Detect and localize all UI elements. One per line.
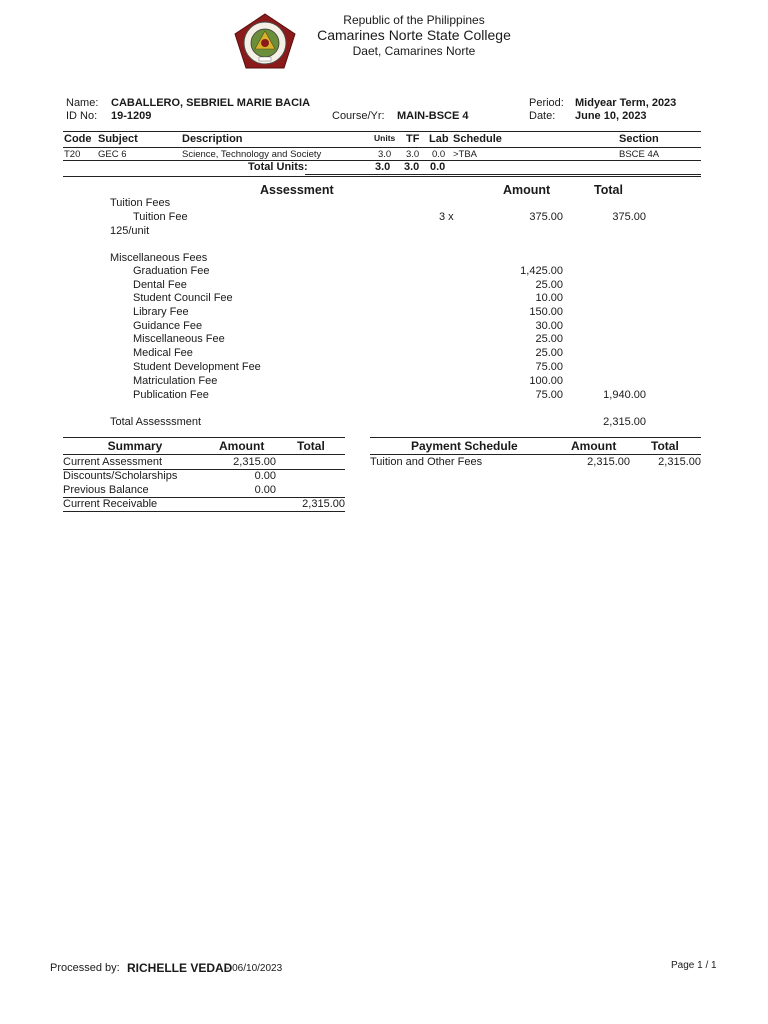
fee-label: Matriculation Fee (133, 375, 218, 387)
row-units: 3.0 (378, 149, 392, 160)
payment-title: Payment Schedule (411, 439, 518, 453)
header-college-name: Camarines Norte State College (317, 27, 511, 43)
row-description: Science, Technology and Society (182, 149, 322, 160)
total-tf-value: 3.0 (404, 161, 420, 173)
tuition-total: 375.00 (612, 211, 646, 223)
processed-date: - 06/10/2023 (226, 963, 283, 974)
fee-label: Dental Fee (133, 279, 187, 291)
assessment-amount-header: Amount (503, 183, 551, 197)
col-subject: Subject (98, 133, 138, 145)
fee-label: Miscellaneous Fee (133, 333, 225, 345)
fee-amount: 25.00 (535, 279, 563, 291)
page-number: Page 1 / 1 (671, 960, 717, 971)
summary-amount-header: Amount (219, 439, 265, 453)
misc-total: 1,940.00 (603, 389, 646, 401)
college-seal-logo (233, 12, 297, 70)
course-year: MAIN-BSCE 4 (397, 110, 469, 122)
fee-amount: 75.00 (535, 389, 563, 401)
row-schedule: >TBA (453, 149, 478, 160)
id-label: ID No: (66, 110, 98, 122)
header-republic: Republic of the Philippines (343, 13, 485, 27)
row-subject: GEC 6 (98, 149, 127, 160)
summary-header-rule (63, 454, 345, 455)
col-description: Description (182, 133, 243, 145)
course-label: Course/Yr: (332, 110, 385, 122)
period-label: Period: (529, 97, 564, 109)
fee-amount: 30.00 (535, 320, 563, 332)
payment-top-rule (370, 437, 701, 438)
subjects-header-rule (63, 147, 701, 148)
payment-header-rule (370, 454, 701, 455)
processed-by-label: Processed by: (50, 962, 120, 974)
name-label: Name: (66, 97, 99, 109)
summary-bottom-rule (63, 511, 345, 512)
col-code: Code (64, 133, 92, 145)
subjects-top-rule (63, 131, 701, 132)
col-tf: TF (406, 133, 420, 145)
summary-row-amount: 2,315.00 (233, 456, 276, 468)
fee-amount: 150.00 (529, 306, 563, 318)
payment-row-amount: 2,315.00 (587, 456, 630, 468)
tuition-amount: 375.00 (529, 211, 563, 223)
col-section: Section (619, 133, 659, 145)
summary-total-header: Total (297, 439, 325, 453)
total-assessment-label: Total Assesssment (110, 416, 202, 428)
period-value: Midyear Term, 2023 (575, 97, 677, 109)
student-name: CABALLERO, SEBRIEL MARIE BACIA (111, 97, 311, 109)
assessment-title: Assessment (260, 183, 334, 197)
fee-label: Medical Fee (133, 347, 193, 359)
tuition-multiplier: 3 x (439, 211, 454, 223)
fee-label: Publication Fee (133, 389, 209, 401)
fee-label: Graduation Fee (133, 265, 210, 277)
payment-row-total: 2,315.00 (658, 456, 701, 468)
row-tf: 3.0 (406, 149, 420, 160)
tuition-note: 125/unit (110, 225, 150, 237)
row-code: T20 (64, 149, 81, 160)
tuition-fees-group: Tuition Fees (110, 197, 171, 209)
total-assessment-value: 2,315.00 (603, 416, 646, 428)
row-section: BSCE 4A (619, 149, 660, 160)
payment-row-label: Tuition and Other Fees (370, 456, 483, 468)
processed-by-name: RICHELLE VEDAD (127, 961, 233, 975)
payment-total-header: Total (651, 439, 679, 453)
fee-amount: 1,425.00 (520, 265, 563, 277)
summary-row-amount: 0.00 (254, 484, 276, 496)
row-lab: 0.0 (432, 149, 446, 160)
total-units-label: Total Units: (248, 161, 308, 173)
summary-row-total: 2,315.00 (302, 498, 345, 510)
fee-label: Student Development Fee (133, 361, 261, 373)
fee-amount: 10.00 (535, 292, 563, 304)
fee-amount: 25.00 (535, 333, 563, 345)
total-units-rule (305, 174, 701, 175)
fee-amount: 100.00 (529, 375, 563, 387)
total-units-value: 3.0 (375, 161, 391, 173)
header-address: Daet, Camarines Norte (352, 44, 476, 58)
summary-top-rule (63, 437, 345, 438)
fee-amount: 75.00 (535, 361, 563, 373)
payment-amount-header: Amount (571, 439, 617, 453)
fee-amount: 25.00 (535, 347, 563, 359)
fee-label: Student Council Fee (133, 292, 233, 304)
summary-row-label: Current Receivable (63, 498, 158, 510)
date-label: Date: (529, 110, 556, 122)
col-lab: Lab (429, 133, 449, 145)
misc-fees-group: Miscellaneous Fees (110, 252, 208, 264)
summary-title: Summary (107, 439, 163, 453)
subjects-bottom-rule (63, 176, 701, 177)
date-value: June 10, 2023 (575, 110, 647, 122)
summary-row-label: Previous Balance (63, 484, 149, 496)
tuition-fee-label: Tuition Fee (133, 211, 188, 223)
student-id: 19-1209 (111, 110, 152, 122)
fee-label: Library Fee (133, 306, 189, 318)
total-lab-value: 0.0 (430, 161, 446, 173)
summary-row-amount: 0.00 (254, 470, 276, 482)
col-schedule: Schedule (453, 133, 502, 145)
summary-row-label: Current Assessment (63, 456, 163, 468)
fee-label: Guidance Fee (133, 320, 203, 332)
summary-row-label: Discounts/Scholarships (63, 470, 178, 482)
col-units: Units (374, 133, 396, 143)
assessment-total-header: Total (594, 183, 623, 197)
